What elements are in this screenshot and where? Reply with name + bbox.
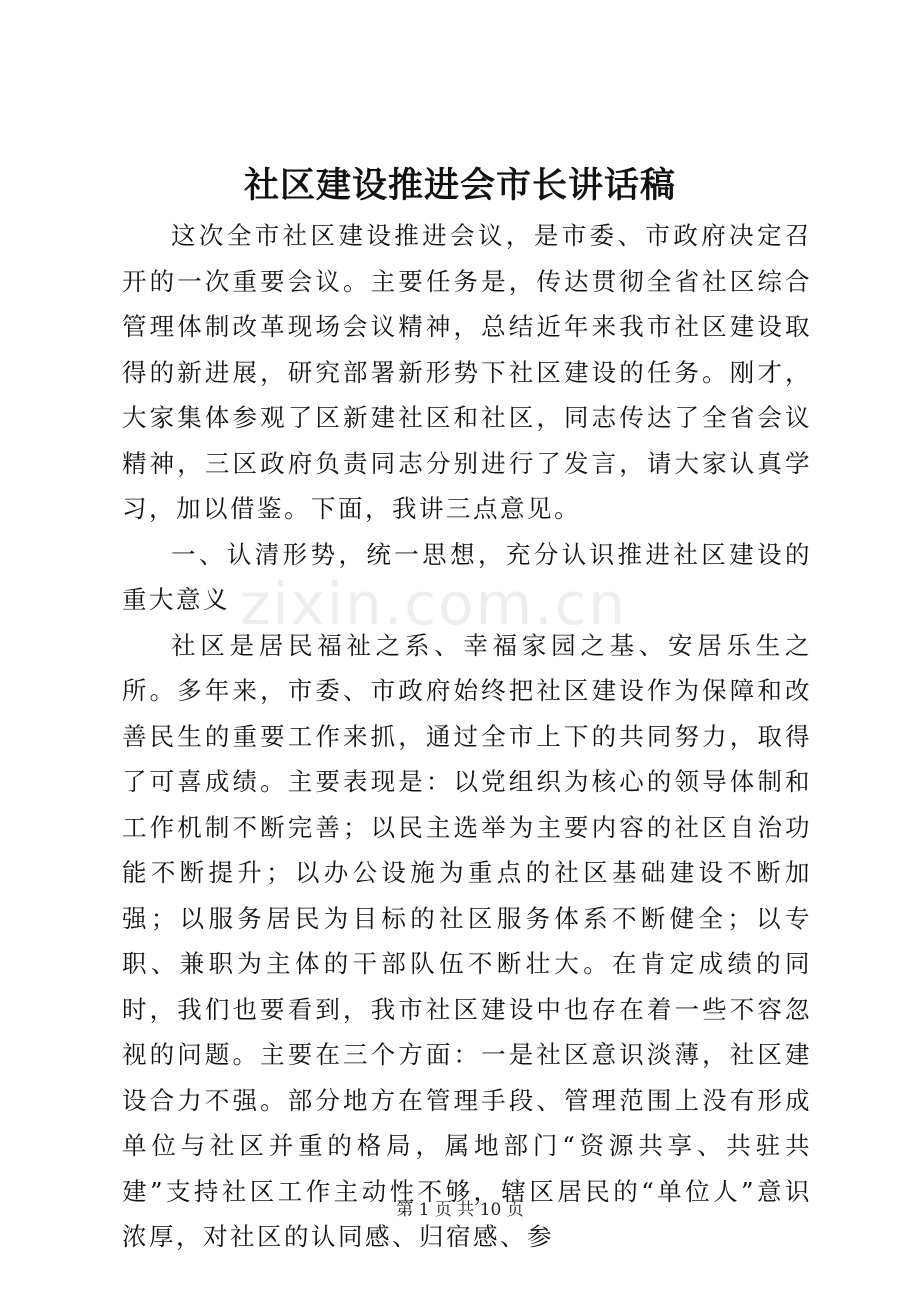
- paragraph-intro: 这次全市社区建设推进会议，是市委、市政府决定召开的一次重要会议。主要任务是，传达贯彻全省社区综合管理体制改革现场会议精神，总结近年来我市社区建设取得的新进展，研究部署新形势下社区建设的任务。刚才，大家集体参观了区新建社区和社区，同志传达了全省会议精神，三区政府负责同志分别进行了发言，请大家认真学习，加以借鉴。下面，我讲三点意见。: [122, 221, 812, 523]
- document-body: [122, 213, 812, 1260]
- paragraph-section-1: 社区是居民福祉之系、幸福家园之基、安居乐生之所。多年来，市委、市政府始终把社区建设作为保障和改善民生的重要工作来抓，通过全市上下的共同努力，取得了可喜成绩。主要表现是：以党组织为核心的领导体制和工作机制不断完善；以民主选举为主要内容的社区自治功能不断提升；以办公设施为重点的社区基础建设不断加强；以服务居民为目标的社区服务体系不断健全；以专职、兼职为主体的干部队伍不断壮大。在肯定成绩的同时，我们也要看到，我市社区建设中也存在着一些不容忽视的问题。主要在三个方面：一是社区意识淡薄，社区建设合力不强。部分地方在管理手段、管理范围上没有形成单位与社区并重的格局，属地部门“资源共享、共驻共建”支持社区工作主动性不够，辖区居民的“单位人”意识浓厚，对社区的认同感、归宿感、参: [122, 630, 812, 1251]
- page-footer: 第 1 页 共 10 页: [396, 1200, 524, 1220]
- watermark: zixin.com.cn: [240, 570, 628, 638]
- section-heading-1: 一、认清形势，统一思想，充分认识推进社区建设的重大意义: [122, 539, 812, 614]
- document-title: 社区建设推进会市长讲话稿: [243, 165, 676, 206]
